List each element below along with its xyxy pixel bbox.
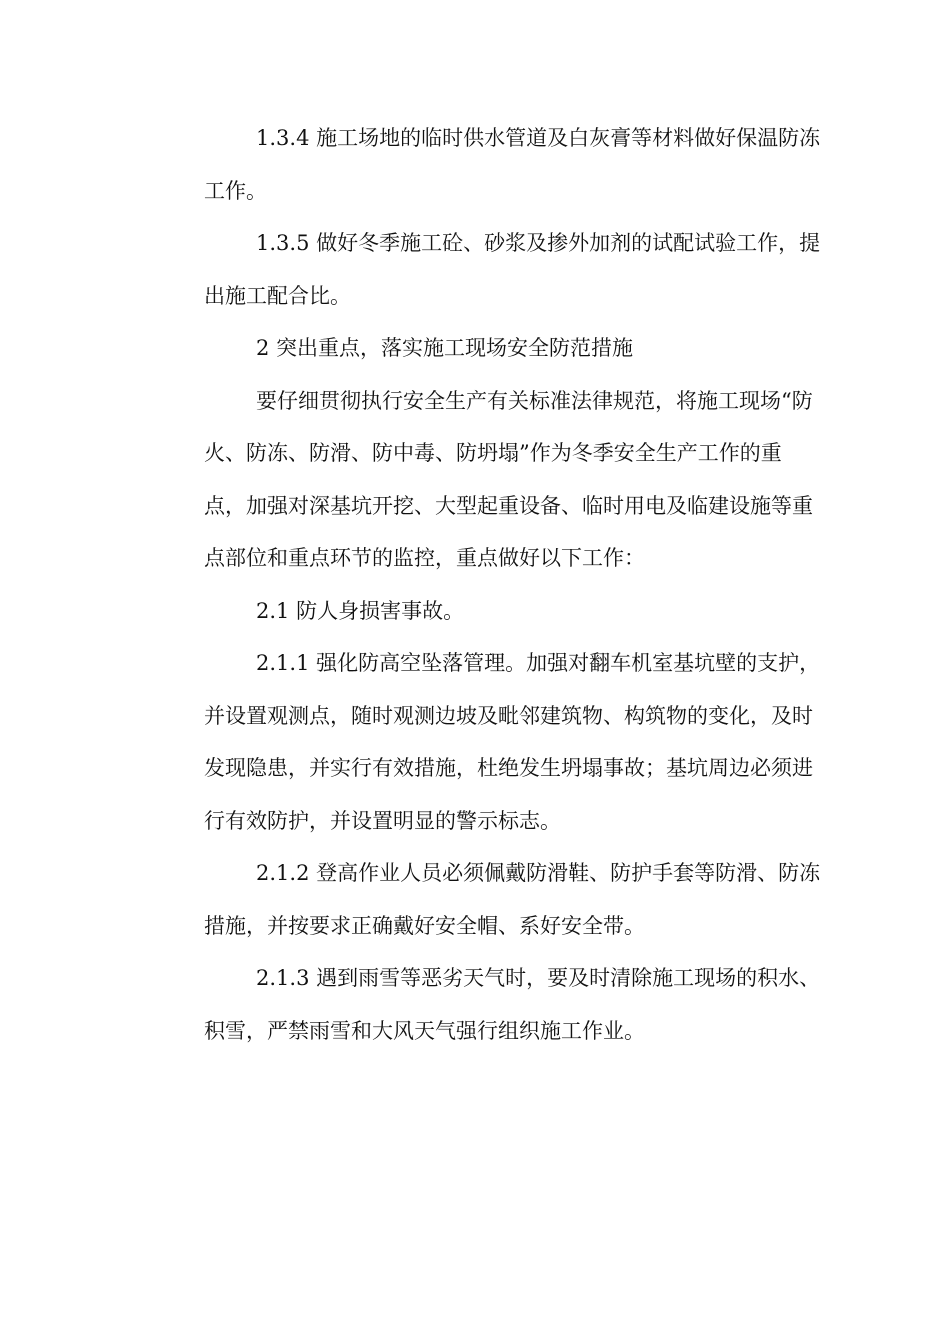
paragraph-2-1-1 xyxy=(152,637,821,847)
text-line: 出施工配合比。 xyxy=(204,283,351,308)
paragraph-1-3-5 xyxy=(152,217,821,322)
text-line: 2.1.3 遇到雨雪等恶劣天气时，要及时清除施工现场的积水、 xyxy=(256,966,821,990)
text-line: 火、防冻、防滑、防中毒、防坍塌”作为冬季安全生产工作的重 xyxy=(204,441,782,465)
text-line: 1.3.5 做好冬季施工砼、砂浆及掺外加剂的试配试验工作，提 xyxy=(256,231,821,255)
text-line: 措施，并按要求正确戴好安全帽、系好安全带。 xyxy=(204,913,645,938)
text-line: 行有效防护，并设置明显的警示标志。 xyxy=(204,808,561,833)
text-line: 并设置观测点，随时观测边坡及毗邻建筑物、构筑物的变化，及时 xyxy=(204,703,813,728)
document-body xyxy=(152,112,821,1057)
paragraph-intro xyxy=(152,375,813,585)
text-line: 1.3.4 施工场地的临时供水管道及白灰膏等材料做好保温防冻 xyxy=(256,126,821,150)
paragraph-2-1-2 xyxy=(152,847,821,952)
paragraph-2-1-3 xyxy=(152,952,821,1057)
text-line: 工作。 xyxy=(204,178,267,203)
subheading-2-1 xyxy=(152,585,802,638)
text-line: 点部位和重点环节的监控，重点做好以下工作： xyxy=(204,546,645,570)
section-heading-2 xyxy=(152,322,802,375)
text-line: 2.1.2 登高作业人员必须佩戴防滑鞋、防护手套等防滑、防冻 xyxy=(256,861,821,885)
text-line: 发现隐患，并实行有效措施，杜绝发生坍塌事故；基坑周边必须进 xyxy=(204,756,813,780)
text-line: 2.1.1 强化防高空坠落管理。加强对翻车机室基坑壁的支护， xyxy=(256,651,821,675)
text-line: 积雪，严禁雨雪和大风天气强行组织施工作业。 xyxy=(204,1018,645,1043)
text-line: 要仔细贯彻执行安全生产有关标准法律规范，将施工现场“防 xyxy=(256,388,813,413)
heading-line: 2 突出重点，落实施工现场安全防范措施 xyxy=(256,336,634,360)
paragraph-1-3-4 xyxy=(152,112,821,217)
heading-line: 2.1 防人身损害事故。 xyxy=(256,598,465,623)
text-line: 点，加强对深基坑开挖、大型起重设备、临时用电及临建设施等重 xyxy=(204,493,813,518)
